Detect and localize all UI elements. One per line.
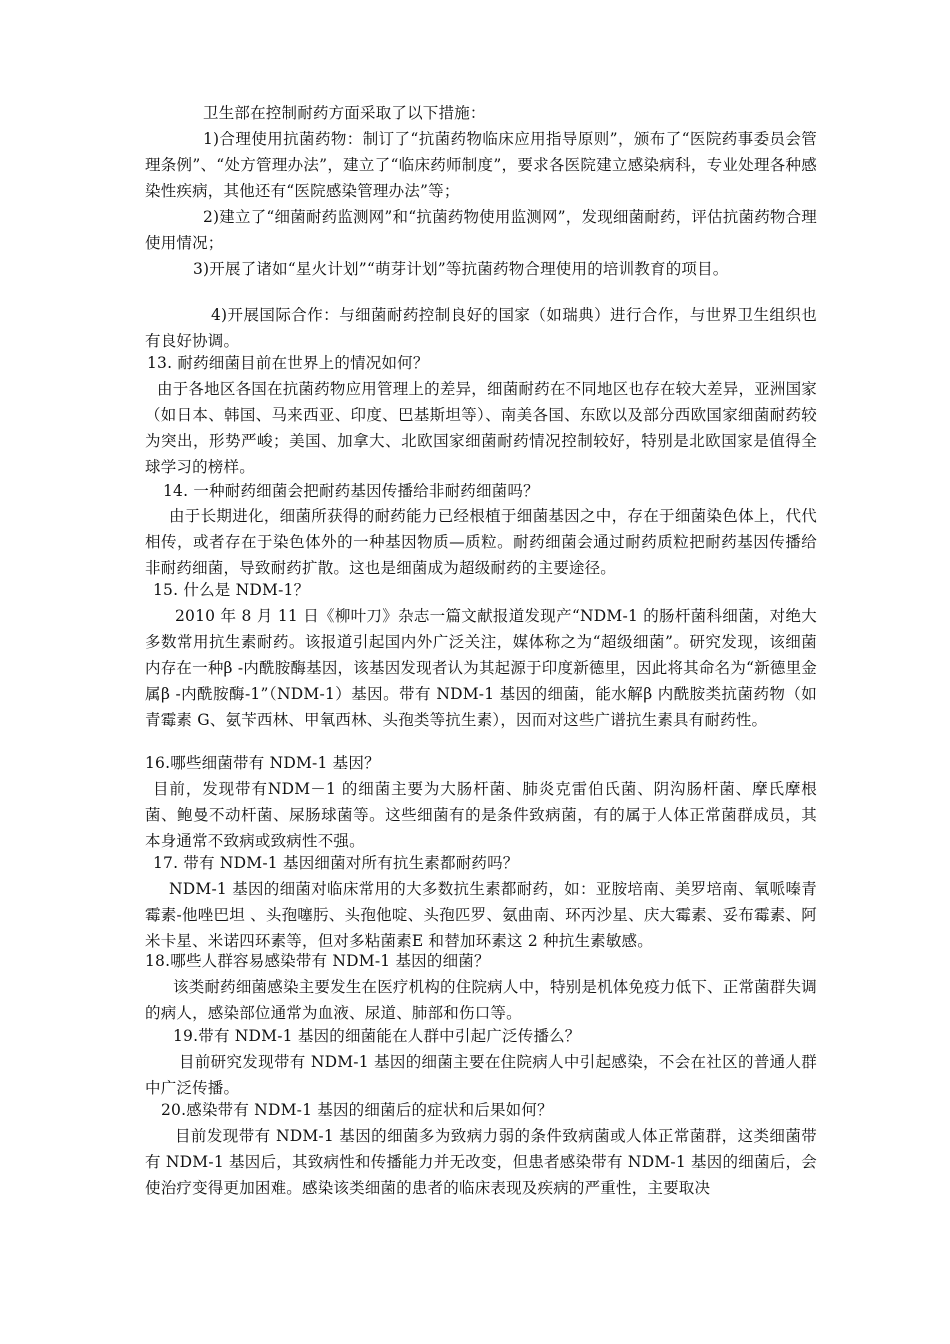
answer-18-paragraph: 该类耐药细菌感染主要发生在医疗机构的住院病人中，特别是机体免疫力低下、正常菌群失调的病人，感染部位通常为血液、尿道、肺部和伤口等。 bbox=[145, 978, 817, 1022]
question-20-heading: 20.感染带有 NDM-1 基因的细菌后的症状和后果如何？ bbox=[161, 1101, 553, 1119]
question-13-heading: 13. 耐药细菌目前在世界上的情况如何？ bbox=[147, 354, 429, 372]
measure-1-paragraph: 1)合理使用抗菌药物：制订了“抗菌药物临床应用指导原则”，颁布了“医院药事委员会管理条例”、“处方管理办法”，建立了“临床药师制度”，要求各医院建立感染病科，专业处理各种感染性疾病，其他还有“医院感染管理办法”等； bbox=[145, 130, 817, 200]
intro-paragraph: 卫生部在控制耐药方面采取了以下措施： bbox=[203, 104, 486, 122]
answer-20-paragraph: 目前发现带有 NDM-1 基因的细菌多为致病力弱的条件致病菌或人体正常菌群，这类细菌带有 NDM-1 基因后，其致病性和传播能力并无改变，但患者感染带有 NDM-1 基因的细菌后，会使治疗变得更加困难。感染该类细菌的患者的临床表现及疾病的严重性，主要取决 bbox=[145, 1127, 817, 1197]
question-15-heading: 15. 什么是 NDM-1？ bbox=[153, 581, 310, 599]
answer-16-paragraph: 目前，发现带有NDM－1 的细菌主要为大肠杆菌、肺炎克雷伯氏菌、阴沟肠杆菌、摩氏摩根菌、鲍曼不动杆菌、屎肠球菌等。这些细菌有的是条件致病菌，有的属于人体正常菌群成员，其本身通常不致病或致病性不强。 bbox=[145, 780, 817, 850]
question-14-heading: 14. 一种耐药细菌会把耐药基因传播给非耐药细菌吗？ bbox=[163, 482, 539, 500]
answer-14-paragraph: 由于长期进化，细菌所获得的耐药能力已经根植于细菌基因之中，存在于细菌染色体上，代代相传，或者存在于染色体外的一种基因物质—质粒。耐药细菌会通过耐药质粒把耐药基因传播给非耐药细菌，导致耐药扩散。这也是细菌成为超级耐药的主要途径。 bbox=[145, 507, 817, 577]
measure-4-paragraph: 4)开展国际合作：与细菌耐药控制良好的国家（如瑞典）进行合作，与世界卫生组织也有良好协调。 bbox=[145, 306, 817, 350]
question-16-heading: 16.哪些细菌带有 NDM-1 基因？ bbox=[145, 754, 380, 772]
question-19-heading: 19.带有 NDM-1 基因的细菌能在人群中引起广泛传播么？ bbox=[173, 1027, 581, 1045]
answer-19-paragraph: 目前研究发现带有 NDM-1 基因的细菌主要在住院病人中引起感染，不会在社区的普通人群中广泛传播。 bbox=[145, 1053, 817, 1097]
question-18-heading: 18.哪些人群容易感染带有 NDM-1 基因的细菌？ bbox=[145, 952, 490, 970]
measure-3-paragraph: 3)开展了诸如“星火计划”“萌芽计划”等抗菌药物合理使用的培训教育的项目。 bbox=[193, 260, 729, 278]
measure-2-paragraph: 2)建立了“细菌耐药监测网”和“抗菌药物使用监测网”，发现细菌耐药，评估抗菌药物合理使用情况； bbox=[145, 208, 818, 252]
answer-13-paragraph: 由于各地区各国在抗菌药物应用管理上的差异，细菌耐药在不同地区也存在较大差异，亚洲国家（如日本、韩国、马来西亚、印度、巴基斯坦等）、南美各国、东欧以及部分西欧国家细菌耐药较为突出，形势严峻；美国、加拿大、北欧国家细菌耐药情况控制较好，特别是北欧国家是值得全球学习的榜样。 bbox=[145, 380, 817, 476]
answer-15-paragraph: 2010 年 8 月 11 日《柳叶刀》杂志一篇文献报道发现产“NDM-1 的肠杆菌科细菌，对绝大多数常用抗生素耐药。该报道引起国内外广泛关注，媒体称之为“超级细菌”。研究发现，该细菌内存在一种β -内酰胺酶基因，该基因发现者认为其起源于印度新德里，因此将其命名为“新德里金属β -内酰胺酶-1”（NDM-1）基因。带有 NDM-1 基因的细菌，能水解β 内酰胺类抗菌药物（如青霉素 G、氨苄西林、甲氧西林、头孢类等抗生素），因而对这些广谱抗生素具有耐药性。 bbox=[145, 607, 817, 729]
question-17-heading: 17. 带有 NDM-1 基因细菌对所有抗生素都耐药吗？ bbox=[153, 854, 519, 872]
answer-17-paragraph: NDM-1 基因的细菌对临床常用的大多数抗生素都耐药，如：亚胺培南、美罗培南、氧哌嗪青霉素-他唑巴坦 、头孢噻肟、头孢他啶、头孢匹罗、氨曲南、环丙沙星、庆大霉素、妥布霉素、阿米卡星、米诺四环素等，但对多粘菌素E 和替加环素这 2 种抗生素敏感。 bbox=[145, 880, 817, 950]
